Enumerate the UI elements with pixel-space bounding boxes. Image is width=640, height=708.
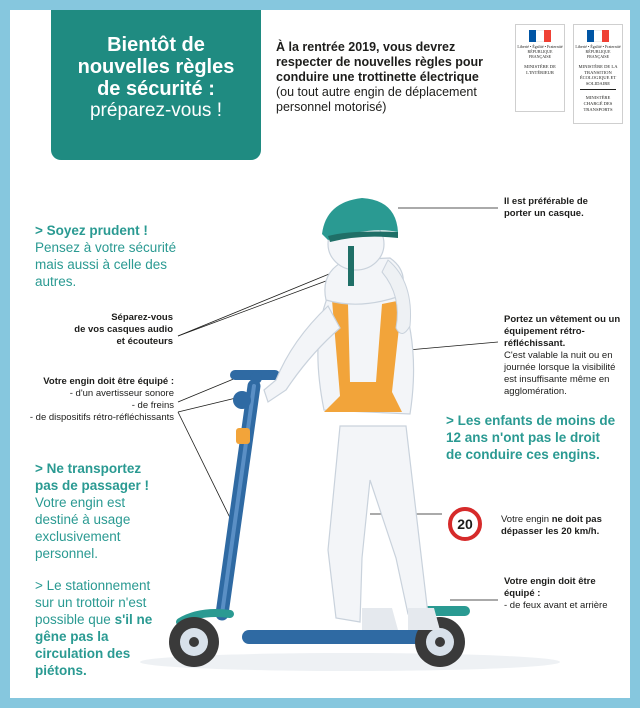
stationnement-block [35,577,165,679]
logo-ministere-transition [573,24,623,124]
gilet-text: C'est valable la nuit ou en journée lorsque la visibilité est insuffisante même en agglomération. [504,350,616,397]
title-banner [51,10,261,160]
equipement-block [20,376,174,424]
logo2-rf: Liberté • Égalité • Fraternité RÉPUBLIQUE FRANÇAISE [575,44,621,59]
casques-line-3: et écouteurs [116,336,173,347]
logo1-ministry: MINISTÈRE DE L'INTÉRIEUR [524,64,556,75]
logo2-sub-ministry: MINISTÈRE CHARGÉ DES TRANSPORTS [583,95,613,112]
title-line-1: Bientôt de [107,34,205,56]
passager-block [35,460,163,562]
prudent-heading: > Soyez prudent ! [35,223,148,238]
logo-ministere-interieur [515,24,565,112]
stationnement-text: > Le stationnement sur un trottoir n'est possible que [35,578,151,627]
logo2-separator [580,89,616,90]
intro-normal: (ou tout autre engin de déplacement personnel motorisé) [276,85,477,114]
title-line-4: préparez-vous ! [89,100,222,121]
logo2-ministry: MINISTÈRE DE LA TRANSITION ÉCOLOGIQUE ET SOLIDAIRE [578,64,618,86]
equipement-heading: Votre engin doit être équipé : [43,376,174,387]
enfants-text: > Les enfants de moins de 12 ans n'ont pas le droit de conduire ces engins. [446,413,616,462]
infographic-sheet [10,10,630,698]
prudent-block [35,222,195,290]
logo1-rf: Liberté • Égalité • Fraternité RÉPUBLIQUE FRANÇAISE [517,44,563,59]
casques-block [70,312,173,348]
prudent-text: Pensez à votre sécurité mais aussi à celle des autres. [35,240,177,289]
passager-heading: > Ne transportez pas de passager ! [35,461,150,493]
speed-note-bold: ne doit pas dépasser les 20 km/h. [501,514,602,537]
feux-item: - de feux avant et arrière [504,600,608,611]
gilet-note [504,314,622,398]
casque-note [504,196,614,220]
gilet-bold: Portez un vêtement ou un équipement rétro-réfléchissant. [504,314,621,349]
rider [264,198,440,630]
equipement-item-2: - de freins [131,400,174,411]
enfants-block [446,412,616,463]
title-line-2: nouvelles règles [77,56,235,78]
intro-text [276,40,496,115]
casques-line-1: Séparez-vous [111,312,173,323]
equipement-item-3: - de dispositifs rétro-réfléchissants [29,412,174,423]
speed-note-pre: Votre engin [501,514,550,525]
stationnement-bold: s'il ne gêne pas la circulation des piétons. [35,612,153,678]
casque-note-text: Il est préférable de porter un casque. [504,196,588,219]
french-flag-icon [529,30,551,42]
passager-text: Votre engin est destiné à usage exclusivement personnel. [35,495,131,561]
french-flag-icon [587,30,609,42]
casques-line-2: de vos casques audio [74,324,173,335]
feux-note [504,576,622,612]
speed-limit-sign: 20 [448,507,482,541]
feux-heading: Votre engin doit être équipé : [504,576,596,599]
speed-note [501,514,619,538]
intro-bold: À la rentrée 2019, vous devrez respecter de nouvelles règles pour conduire une trottinette électrique [276,40,484,84]
equipement-item-1: - d'un avertisseur sonore [69,388,174,399]
title-line-3: de sécurité : [97,78,215,100]
